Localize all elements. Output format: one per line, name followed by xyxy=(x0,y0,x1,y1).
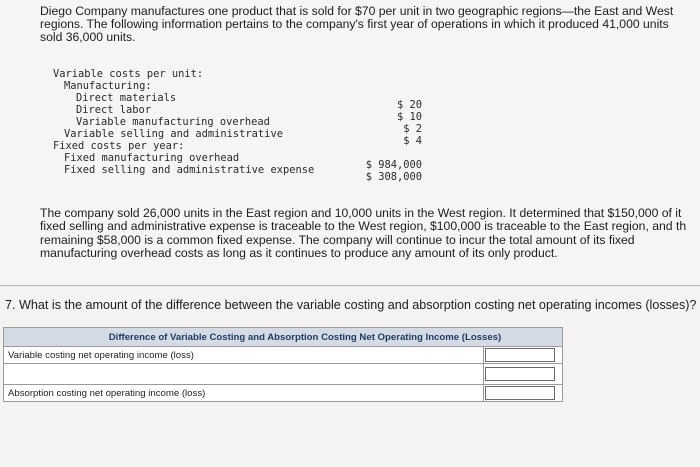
variable-costing-cell xyxy=(484,347,563,364)
absorption-costing-input[interactable] xyxy=(485,386,555,400)
paragraph-line-4: manufacturing overhead costs as long as it continues to produce any amount of its only product. xyxy=(40,245,558,260)
paragraph-line-3: remaining $58,000 is a common fixed expense. The company will continue to incur the total amount of its fixed xyxy=(40,232,635,247)
spacer-cell xyxy=(4,364,484,385)
spacer-input[interactable] xyxy=(485,367,555,381)
intro-text xyxy=(40,5,700,45)
cost-value-direct-labor: $ 10 xyxy=(396,111,422,123)
cost-value-variable-mfg-overhead: $ 2 xyxy=(403,123,422,135)
cost-label-fixed-mfg-overhead: Fixed manufacturing overhead xyxy=(64,152,240,164)
paragraph-line-1: The company sold 26,000 units in the East region and 10,000 units in the West region. It determined that $150,000 of it xyxy=(40,206,682,220)
variable-costing-label: Variable costing net operating income (loss) xyxy=(4,347,484,364)
answer-table-title: Difference of Variable Costing and Absorption Costing Net Operating Income (Losses) xyxy=(4,328,563,347)
question-7: 7. What is the amount of the difference between the variable costing and absorption costing net operating incomes (losses)? xyxy=(5,298,697,312)
cost-label-direct-labor: Direct labor xyxy=(76,104,152,116)
spacer-input-cell xyxy=(484,364,563,385)
cost-label-fixed-selling-admin: Fixed selling and administrative expense xyxy=(64,164,315,176)
cost-value-fixed-selling-admin: $ 308,000 xyxy=(365,171,422,183)
answer-row-spacer xyxy=(4,364,563,385)
cost-value-direct-materials: $ 20 xyxy=(396,99,422,111)
answer-table xyxy=(3,327,563,402)
cost-value-variable-selling-admin: $ 4 xyxy=(403,135,422,147)
manufacturing-label: Manufacturing: xyxy=(64,80,152,92)
intro-line-1: Diego Company manufactures one product that is sold for $70 per unit in two geographic regions—the East and West xyxy=(40,4,674,18)
answer-row-variable xyxy=(4,347,563,364)
variable-costs-header: Variable costs per unit: xyxy=(53,68,204,80)
intro-line-3: sold 36,000 units. xyxy=(40,30,136,45)
cost-label-direct-materials: Direct materials xyxy=(76,92,177,104)
answer-row-absorption xyxy=(4,385,563,402)
cost-value-fixed-mfg-overhead: $ 984,000 xyxy=(365,159,422,171)
intro-line-2: regions. The following information pertains to the company's first year of operations in which it produced 41,000 units xyxy=(40,17,669,32)
regional-info-paragraph xyxy=(40,207,700,260)
absorption-costing-cell xyxy=(484,385,563,402)
variable-costing-input[interactable] xyxy=(485,348,555,362)
paragraph-line-2: fixed selling and administrative expense is traceable to the West region, $100,000 is traceable to the East region, and th xyxy=(40,219,687,234)
answer-table-header-row xyxy=(4,328,563,347)
absorption-costing-label: Absorption costing net operating income (loss) xyxy=(4,385,484,402)
cost-label-variable-selling-admin: Variable selling and administrative xyxy=(64,128,283,140)
fixed-costs-header: Fixed costs per year: xyxy=(53,140,185,152)
cost-label-variable-mfg-overhead: Variable manufacturing overhead xyxy=(76,116,270,128)
